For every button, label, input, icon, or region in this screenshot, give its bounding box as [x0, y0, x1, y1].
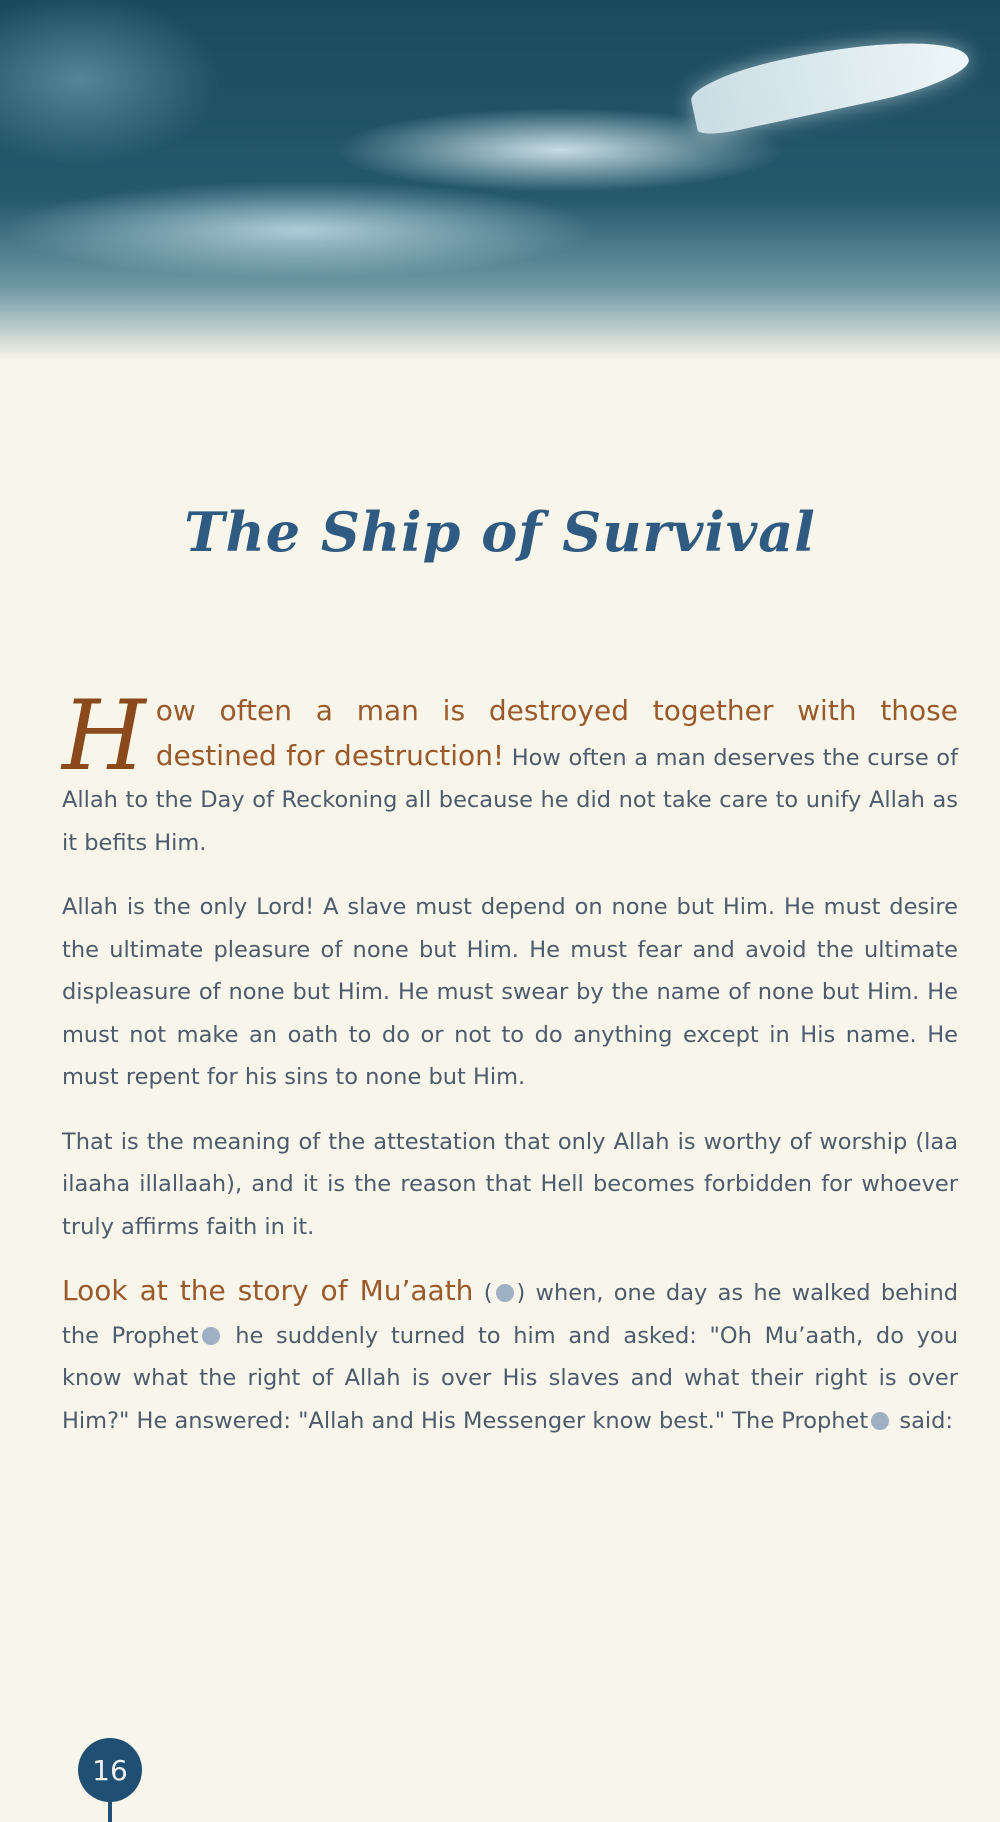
honorific-icon	[496, 1284, 514, 1302]
lead-text: ow often a man is destroyed together with those destined for destruction!	[155, 694, 958, 772]
paragraph-text: said:	[892, 1407, 953, 1434]
lead-text: Look at the story of Mu’aath	[62, 1274, 474, 1307]
hero-image-speedboat	[0, 0, 1000, 360]
drop-cap: H	[62, 680, 146, 792]
paragraph-text: he suddenly turned to him and asked: "Oh Mu’aath, do you know what the right of Allah is over His slaves and what their right is over Him?" He answered: "Allah and His Messenger know best." The Prophet	[62, 1322, 958, 1434]
page-number-badge: 16	[78, 1738, 142, 1802]
page-title: The Ship of Survival	[184, 500, 816, 564]
honorific-icon	[871, 1412, 889, 1430]
paragraph-3: That is the meaning of the attestation that only Allah is worthy of worship (laa ilaaha illallaah), and it is the reason that Hell becomes forbidden for whoever truly affirms faith in it.	[62, 1128, 958, 1240]
paragraph-1	[62, 680, 958, 864]
page-number-pin	[108, 1800, 112, 1822]
honorific-icon	[202, 1327, 220, 1345]
body-text	[62, 680, 958, 1464]
paragraph-2: Allah is the only Lord! A slave must depend on none but Him. He must desire the ultimate pleasure of none but Him. He must fear and avoid the ultimate displeasure of none but Him. He must swear by the name of none but Him. He must not make an oath to do or not to do anything except in His name. He must repent for his sins to none but Him.	[62, 894, 958, 1090]
paragraph-4: Look at the story of Mu’aath ( ) when, one day as he walked behind the Prophet he suddenly turned to him and asked: "Oh Mu’aath, do you know what the right of Allah is over His slaves and what their right is over Him?" He answered: "Allah and His Messenger know best." The Prophet said:	[62, 1274, 958, 1434]
boat-shape	[687, 22, 973, 139]
paragraph-text: when, one day as he walked behind the Prophet	[62, 1280, 958, 1349]
paragraph-text: How often a man deserves the curse of Allah to the Day of Reckoning all because he did not take care to unify Allah as it befits Him.	[62, 744, 958, 856]
